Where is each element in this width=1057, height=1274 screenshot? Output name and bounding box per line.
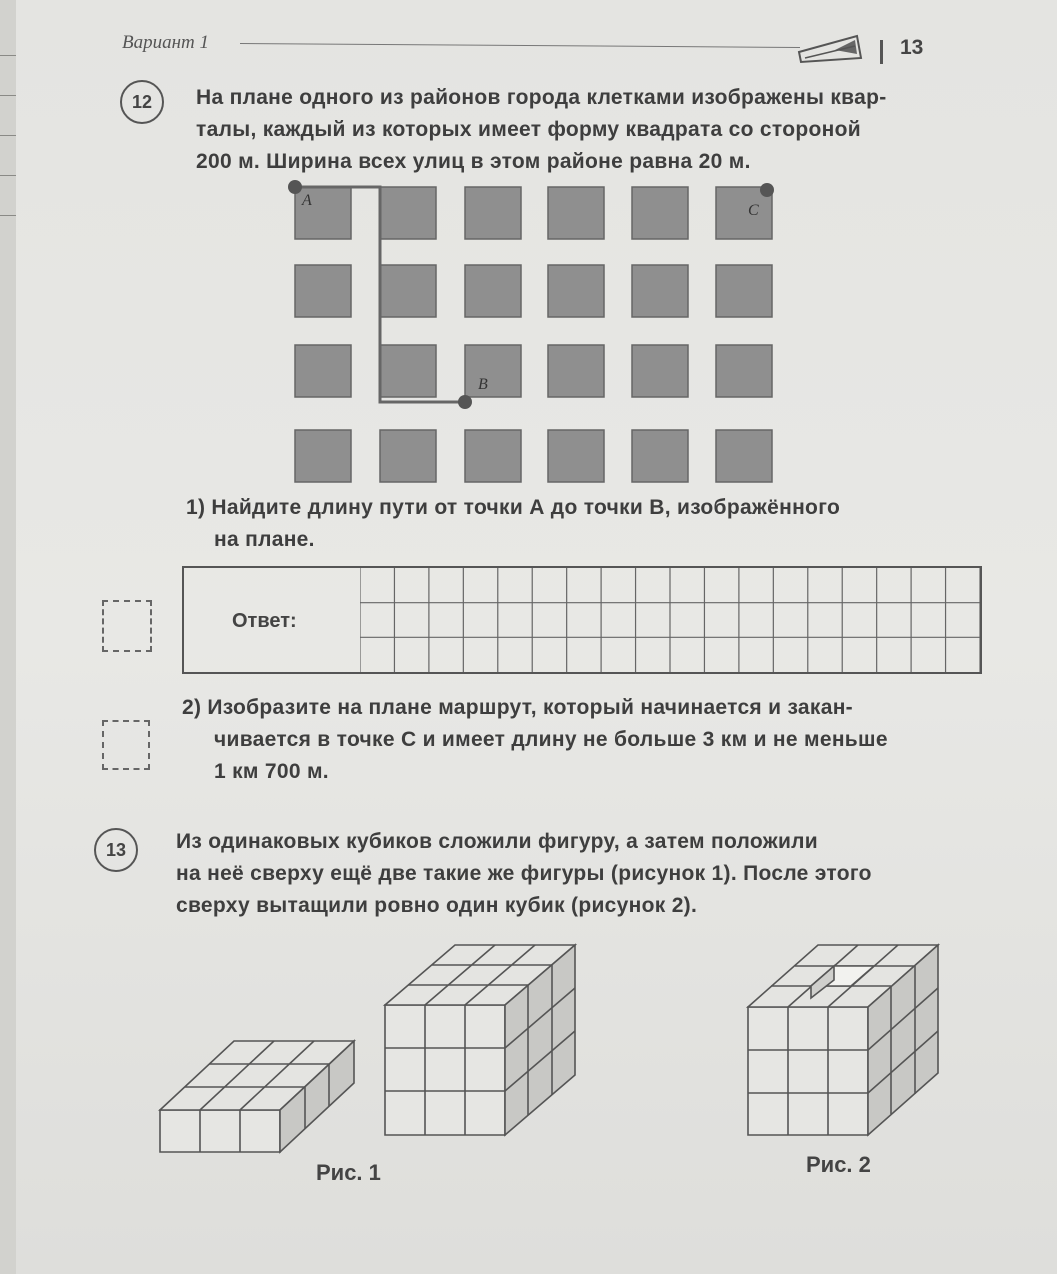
task-12-statement [196,82,956,178]
question-1 [186,492,986,556]
question-2 [182,692,1002,788]
point-b-marker [458,395,472,409]
city-block [716,265,772,317]
question-1-line: 1) Найдите длину пути от точки А до точки В, изображённого [186,496,841,519]
variant-title: Вариант 1 [122,32,210,53]
city-block [465,187,521,239]
city-block [632,187,688,239]
task-13-number: 13 [94,828,138,872]
question-2-line: 2) Изобразите на плане маршрут, который начинается и закан- [182,696,853,719]
city-block [548,430,604,482]
question-2-line: 1 км 700 м. [214,760,329,783]
previous-page-edge [0,0,17,1274]
point-c-label: C [748,202,759,219]
figure-1-caption: Рис. 1 [316,1160,381,1185]
city-block [380,345,436,397]
task-12-line: На плане одного из районов города клетками изображены квар- [196,86,887,109]
score-box-1 [102,600,152,652]
city-block [632,265,688,317]
answer-label: Ответ: [232,610,297,632]
city-block [295,345,351,397]
point-c-marker [760,183,774,197]
figure-1 [150,935,600,1165]
score-box-2 [102,720,150,770]
figure-2 [740,935,960,1145]
point-b-label: B [478,376,488,393]
task-13-statement [176,826,1016,922]
city-block [632,345,688,397]
answer-grid[interactable] [360,568,980,672]
city-block [465,345,521,397]
task-13-line: Из одинаковых кубиков сложили фигуру, а затем положили [176,830,819,853]
city-block [716,345,772,397]
city-block [632,430,688,482]
city-block [465,430,521,482]
city-block [465,265,521,317]
question-1-line: на плане. [214,528,315,551]
city-plan [280,175,800,495]
task-13-line: сверху вытащили ровно один кубик (рисунок 2). [176,894,698,917]
answer-field[interactable] [182,566,982,674]
city-block [380,265,436,317]
city-block [295,265,351,317]
city-block [716,430,772,482]
city-block [548,265,604,317]
city-block [295,430,351,482]
city-block [548,345,604,397]
city-block [548,187,604,239]
task-12-line: 200 м. Ширина всех улиц в этом районе равна 20 м. [196,150,751,173]
question-2-line: чивается в точке С и имеет длину не больше 3 км и не меньше [214,728,888,751]
task-13-line: на неё сверху ещё две такие же фигуры (рисунок 1). После этого [176,862,872,885]
city-block [380,430,436,482]
city-block [380,187,436,239]
page-number-separator [880,40,883,64]
figure-2-caption: Рис. 2 [806,1152,871,1177]
task-12-line: талы, каждый из которых имеет форму квадрата со стороной [196,118,861,141]
page-number: 13 [900,36,924,59]
point-a-label: A [302,192,312,209]
point-a-marker [288,180,302,194]
task-12-number: 12 [120,80,164,124]
ruler-triangle-icon [795,28,867,66]
